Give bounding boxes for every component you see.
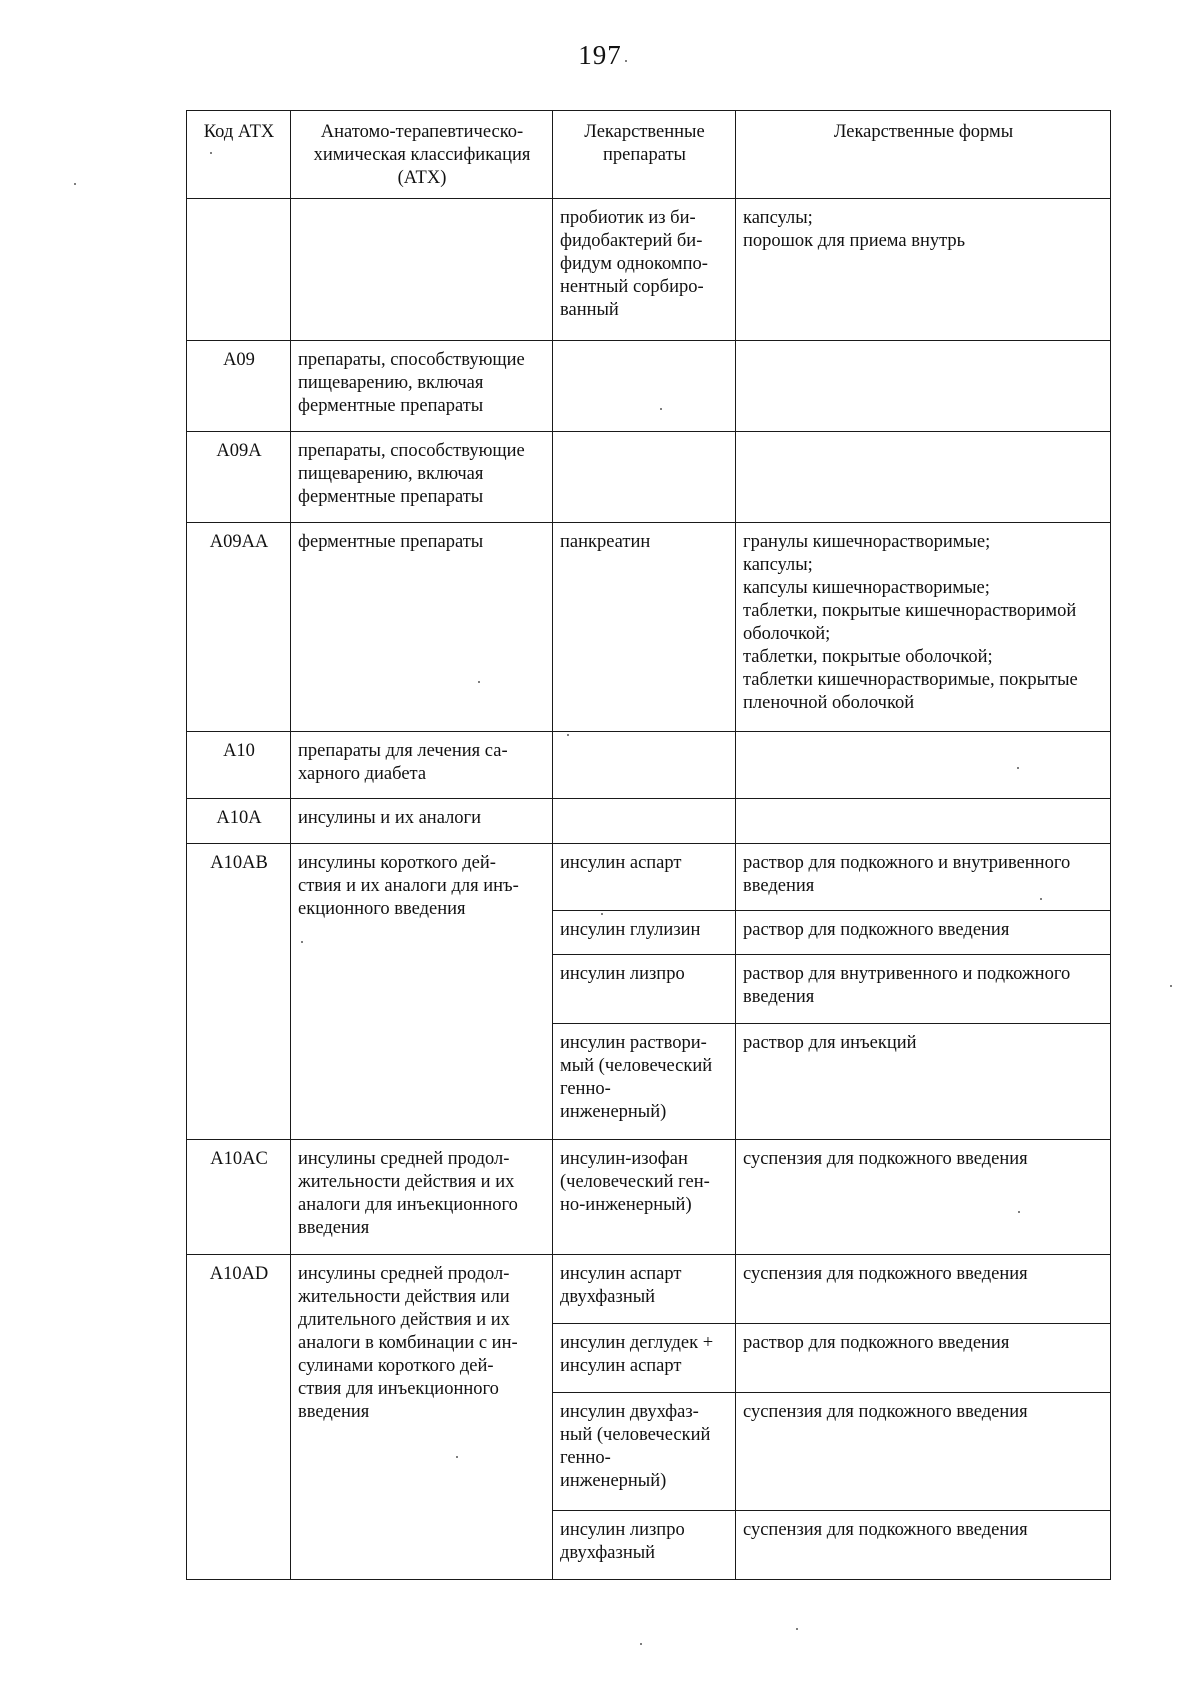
- scan-speck: [601, 913, 603, 915]
- scan-speck: [625, 60, 627, 62]
- table-row: [187, 340, 1111, 431]
- dosage-forms: гранулы кишечнорастворимые; капсулы; капсулы кишечнорастворимые; таблетки, покрытые кишечнорастворимой оболочкой; таблетки, покрытые оболочкой; таблетки кишечнорастворимые, покрытые пленочной оболочкой: [736, 523, 1111, 732]
- header-drugs: Лекарственные препараты: [553, 111, 736, 199]
- atx-classification: препараты, способствующие пищеварению, включая ферментные препараты: [291, 432, 553, 523]
- scan-speck: [796, 1628, 798, 1630]
- scan-speck: [210, 152, 212, 154]
- drug-name: инсулин аспарт: [553, 843, 736, 910]
- scan-speck: [1018, 1211, 1020, 1213]
- scan-speck: [301, 941, 303, 943]
- drug-name: пробиотик из би- фидобактерий би- фидум однокомпо- нентный сорбиро- ванный: [553, 199, 736, 341]
- atx-classification: инсулины средней продол- жительности действия или длительного действия и их аналоги в комбинации с ин- сулинами короткого дей- ствия для инъекционного введения: [291, 1255, 553, 1580]
- atx-table: [186, 110, 1111, 1580]
- atx-code: A09A: [187, 432, 291, 523]
- atx-code: A09: [187, 340, 291, 431]
- scan-speck: [640, 1643, 642, 1645]
- atx-code: A10AD: [187, 1255, 291, 1580]
- table-row: [187, 523, 1111, 732]
- drug-name: инсулин двухфаз- ный (человеческий генно- инженерный): [553, 1393, 736, 1511]
- scan-speck: [660, 408, 662, 410]
- atx-classification: инсулины короткого дей- ствия и их аналоги для инъ- екционного введения: [291, 843, 553, 1139]
- atx-classification: препараты, способствующие пищеварению, включая ферментные препараты: [291, 340, 553, 431]
- dosage-forms: суспензия для подкожного введения: [736, 1255, 1111, 1324]
- dosage-forms: капсулы; порошок для приема внутрь: [736, 199, 1111, 341]
- dosage-forms: [736, 340, 1111, 431]
- drug-name: инсулин деглудек + инсулин аспарт: [553, 1324, 736, 1393]
- dosage-forms: [736, 432, 1111, 523]
- drug-name: инсулин лизпро: [553, 955, 736, 1024]
- drug-name: [553, 432, 736, 523]
- scan-speck: [1017, 767, 1019, 769]
- page-number: 197: [578, 40, 622, 70]
- atx-code: [187, 199, 291, 341]
- scan-speck: [567, 734, 569, 736]
- dosage-forms: [736, 799, 1111, 844]
- drug-name: [553, 340, 736, 431]
- header-forms: Лекарственные формы: [736, 111, 1111, 199]
- drug-name: [553, 732, 736, 799]
- drug-name: инсулин раствори- мый (человеческий генно- инженерный): [553, 1024, 736, 1140]
- atx-code: A09AA: [187, 523, 291, 732]
- drug-name: инсулин лизпро двухфазный: [553, 1510, 736, 1579]
- scan-speck: [74, 183, 76, 185]
- dosage-forms: суспензия для подкожного введения: [736, 1510, 1111, 1579]
- atx-code: A10A: [187, 799, 291, 844]
- header-code: Код АТХ: [187, 111, 291, 199]
- scan-speck: [1170, 985, 1172, 987]
- table-row: [187, 432, 1111, 523]
- atx-classification: препараты для лечения са- харного диабета: [291, 732, 553, 799]
- table-row: [187, 843, 1111, 910]
- drug-name: инсулин-изофан (человеческий ген- но-инженерный): [553, 1139, 736, 1255]
- table-header-row: [187, 111, 1111, 199]
- atx-code: A10: [187, 732, 291, 799]
- atx-code: A10AC: [187, 1139, 291, 1255]
- scan-speck: [478, 681, 480, 683]
- atx-classification: инсулины средней продол- жительности действия и их аналоги для инъекционного введения: [291, 1139, 553, 1255]
- dosage-forms: суспензия для подкожного введения: [736, 1139, 1111, 1255]
- dosage-forms: [736, 732, 1111, 799]
- table-row: [187, 1255, 1111, 1324]
- scan-speck: [456, 1456, 458, 1458]
- drug-name: инсулин аспарт двухфазный: [553, 1255, 736, 1324]
- atx-code: A10AB: [187, 843, 291, 1139]
- table-row: [187, 1139, 1111, 1255]
- atx-classification: ферментные препараты: [291, 523, 553, 732]
- scan-speck: [1040, 898, 1042, 900]
- drug-name: панкреатин: [553, 523, 736, 732]
- drug-name: инсулин глулизин: [553, 910, 736, 955]
- dosage-forms: раствор для подкожного и внутривенного введения: [736, 843, 1111, 910]
- dosage-forms: раствор для инъекций: [736, 1024, 1111, 1140]
- dosage-forms: суспензия для подкожного введения: [736, 1393, 1111, 1511]
- header-classification: Анатомо-терапевтическо- химическая классификация (АТХ): [291, 111, 553, 199]
- atx-classification: инсулины и их аналоги: [291, 799, 553, 844]
- dosage-forms: раствор для подкожного введения: [736, 1324, 1111, 1393]
- dosage-forms: раствор для подкожного введения: [736, 910, 1111, 955]
- table-row: [187, 199, 1111, 341]
- table-row: [187, 799, 1111, 844]
- drug-name: [553, 799, 736, 844]
- table-row: [187, 732, 1111, 799]
- atx-classification: [291, 199, 553, 341]
- dosage-forms: раствор для внутривенного и подкожного введения: [736, 955, 1111, 1024]
